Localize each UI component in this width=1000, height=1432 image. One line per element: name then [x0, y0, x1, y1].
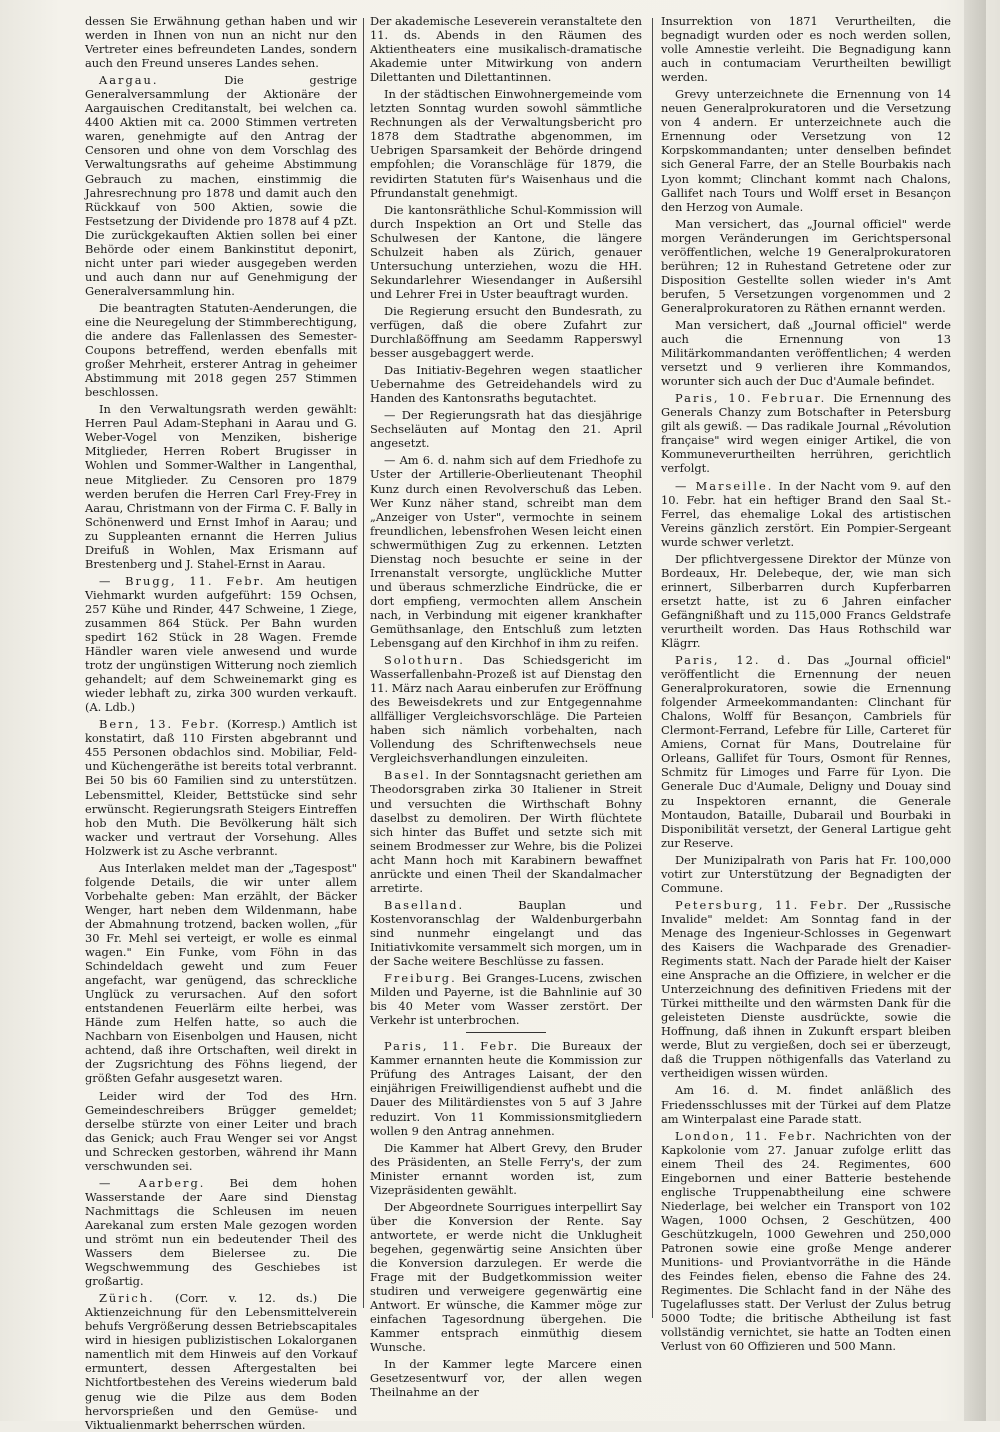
dateline: — Brugg, 11. Febr. — [99, 573, 266, 588]
paragraph-text: Man versichert, daß „Journal officiel" werde auch die Ernennung von 13 Militärkommandanten veröffentlichen; 4 werden versetzt und 9 verlieren ihre Kommandos, worunter sich auch der Duc d'Aumale befindet. — [661, 317, 951, 389]
article-paragraph — [661, 853, 951, 895]
dateline: Bern, 13. Febr. — [99, 717, 221, 732]
paragraph-text: Die Kammer hat Albert Grevy, den Bruder des Präsidenten, an Stelle Ferry's, der zum Minister ernannt worden ist, zum Vizepräsidenten gewählt. — [370, 1140, 642, 1197]
article-paragraph — [370, 363, 642, 405]
paragraph-text: Die gestrige Generalversammlung der Aktionäre der Aargauischen Creditanstalt, bei welchen ca. 4400 Aktien mit ca. 2000 Stimmen vertreten waren, genehmigte auf den Antrag der Censoren und ohne von dem Vorschlag des Verwaltungsraths auf geheime Abstimmung Gebrauch zu machen, einstimmig die Jahresrechnung pro 1878 und damit auch den Rückkauf von 500 Aktien, sowie die Festsetzung der Dividende pro 1878 auf 4 pZt. Die zurückgekauften Aktien sollen bei einer Behörde oder einem Bankinstitut deponirt, nicht unter pari wieder ausgegeben werden und auch dann nur auf Genehmigung der Generalversammlung hin. — [85, 73, 358, 298]
column-rule — [363, 18, 364, 1308]
paragraph-text: Der pflichtvergessene Direktor der Münze von Bordeaux, Hr. Delebeque, der, wie man sich erinnert, Silberbarren durch Kupferbarren ersetzt hatte, ist zu 6 Jahren einfacher Gefängnißhaft und zu 115,000 Francs Geldstrafe verurtheilt worden. Das Haus Rothschild war Klägrr. — [661, 551, 951, 651]
paragraph-text: Aus Interlaken meldet man der „Tagespost" folgende Details, die wir unter allem Vorbehalte geben: Man erzählt, der Bäcker Wenger, hart neben dem Wildenmann, habe der Abmahnung trotzend, backen wollen, „für 30 Fr. Mehl sei verteigt, er wolle es einmal wagen." Ein Funke, vom Föhn in das Schindeldach geweht und zum Feuer angefacht, war genügend, das schreckliche Unglück zu verursachen. Auf den sofort entstandenen Feuerlärm eilte herbei, was Hände zum Helfen hatte, so auch die Nachbarn von Eisenbolgen und Hausen, nicht achtend, daß ihre Ortschaften, weil direkt in der Zugsrichtung des Föhns liegend, der größten Gefahr ausgesetzt waren. — [85, 860, 357, 1086]
article-paragraph — [661, 1083, 951, 1125]
paragraph-text: Bei dem hohen Wasserstande der Aare sind Dienstag Nachmittags die Schleusen im neuen Aarekanal zum ersten Male gezogen worden und strömt nun ein bedeutender Theil des Wassers dem Bielersee zu. Die Wegschwemmung des Geschiebes ist großartig. — [85, 1175, 357, 1289]
article-paragraph — [370, 408, 642, 450]
article-paragraph — [85, 402, 357, 571]
article-paragraph — [661, 552, 951, 650]
article-paragraph — [661, 217, 951, 315]
article-paragraph — [661, 14, 951, 84]
paragraph-text: Das „Journal officiel" veröffentlicht die Ernennung der neuen Generalprokuratoren, sowie die Ernennung folgender Armeekommandanten: Clinchant für Chalons, Wolff für Besançon, Cambriels für Clermont-Ferrand, Lefebre für Lille, Carteret für Amiens, Cornat für Mans, Doutrelaine für Orleans, Gallifet für Tours, Osmont für Rennes, Schmitz für Limoges und Farre für Lyon. Die Generale Duc d'Aumale, Deligny und Douay sind zu Inspektoren ernannt, die Generale Montaudon, Bataille, Dubarail und Bourbaki in Disponibilität versetzt, der General Lartigue geht zur Reserve. — [661, 653, 951, 850]
article-paragraph — [370, 1141, 642, 1197]
paragraph-text: Die Ernennung des Generals Chanzy zum Botschafter in Petersburg gilt als gewiß. — Das radikale Journal „Révolution française" wird wegen einiger Artikel, die von Kommuneverurtheilten herrühren, gerichtlich verfolgt. — [661, 391, 951, 476]
paragraph-text: Die beantragten Statuten-Aenderungen, die eine die Neuregelung der Stimmberechtigung, die andere das Fallenlassen des Semester-Coupons betreffend, werden ebenfalls mit großer Mehrheit, ersterer Antrag in geheimer Abstimmung mit 2018 gegen 257 Stimmen beschlossen. — [85, 300, 357, 400]
paragraph-text: In der städtischen Einwohnergemeinde vom letzten Sonntag wurden sowohl sämmtliche Rechnungen als der Verwaltungsbericht pro 1878 dem Stadtrathe abgenommen, im Uebrigen Sparsamkeit der Behörde dringend empfohlen; die Voranschläge für 1879, die revidirten Statuten für's Waisenhaus und die Pfrundanstalt genehmigt. — [370, 87, 642, 200]
paragraph-text: In der Nacht vom 9. auf den 10. Febr. hat ein heftiger Brand den Saal St.-Ferrel, das ehemalige Lokal des artistischen Vereins gänzlich zerstört. Ein Pompier-Sergeant wurde schwer verletzt. — [661, 478, 951, 549]
article-paragraph — [85, 1089, 357, 1173]
paragraph-text: Nachrichten von der Kapkolonie vom 27. Januar zufolge erlitt das einem Theil des 24. Regimentes, 600 Eingebornen und einer Batterie bestehende englische Truppenabtheilung eine schwere Niederlage, bei welcher ein Transport von 102 Wagen, 1000 Ochsen, 2 Geschützen, 400 Geschützkugeln, 1000 Gewehren und 250,000 Patronen sowie eine große Menge anderer Munitions- und Proviantvorräthe in die Hände des Feindes fielen, ebenso die Fahne des 24. Regimentes. Die Schlacht fand in der Nähe des Tugelaflusses statt. Der Verlust der Zulus betrug 5000 Todte; die britische Abtheilung ist fast vollständig vernichtet, sie hatte an Todten einen Verlust von 60 Offizieren und 500 Mann. — [661, 1128, 951, 1354]
paragraph-text: Das Initiativ-Begehren wegen staatlicher Uebernahme des Getreidehandels wird zu Handen des Kantonsraths begutachtet. — [370, 363, 642, 406]
article-paragraph — [661, 87, 951, 213]
article-paragraph — [370, 768, 642, 894]
paragraph-text: Der Abgeordnete Sourrigues interpellirt Say über die Konversion der Rente. Say antwortete, er werde nicht die Unklugheit begehen, gegenwärtig seine Ansichten über die Konversion darzulegen. Er werde die Frage mit der Budgetkommission weiter studiren und verweigere gegenwärtig eine Antwort. Er wünsche, die Kammer möge zur einfachen Tagesordnung übergehen. Die Kammer entsprach einmüthig diesem Wunsche. — [370, 1199, 642, 1355]
column-right — [661, 14, 951, 1354]
article-paragraph — [370, 14, 642, 84]
paragraph-text: (Korresp.) Amtlich ist konstatirt, daß 110 Firsten abgebrannt und 455 Personen obdachlos sind. Mobiliar, Feld- und Küchengeräthe ist bereits total verbrannt. Bei 50 bis 60 Familien sind zu unterstützen. Lebensmittel, Kleider, Bettstücke sind sehr erwünscht. Regierungsrath Steigers Eintreffen hob den Muth. Die Bevölkerung hält sich wacker und vertraut der Vorsehung. Alles Holzwerk ist zu Asche verbrannt. — [85, 717, 357, 858]
article-paragraph — [85, 14, 357, 70]
article-paragraph — [370, 653, 642, 765]
article-paragraph — [85, 1291, 357, 1431]
dateline: Paris, 10. Februar. — [675, 391, 827, 406]
paragraph-text: Man versichert, das „Journal officiel" werde morgen Veränderungen im Gerichtspersonal veröffentlichen, welche 19 Generalprokuratoren berühren; 12 in Ruhestand Getretene oder zur Disposition Gestellte sollen wieder in's Amt berufen, 5 Versetzungen vorgenommen und 2 Generalprokuratoren zu Räthen ernannt werden. — [661, 216, 951, 315]
dateline: Zürich. — [99, 1291, 155, 1306]
article-paragraph — [85, 861, 357, 1086]
paragraph-text: Der akademische Leseverein veranstaltete den 11. ds. Abends in den Räumen des Aktientheaters eine musikalisch-dramatische Akademie unter Mitwirkung von andern Dilettanten und Dilettantinnen. — [370, 14, 642, 85]
article-paragraph — [661, 898, 951, 1081]
dateline: Freiburg. — [384, 971, 457, 986]
paragraph-text: Grevy unterzeichnete die Ernennung von 14 neuen Generalprokuratoren und die Versetzung von 4 andern. Er unterzeichnete auch die Ernennung oder Versetzung von 12 Korpskommandanten; unter denselben befindet sich General Farre, der an Stelle Bourbakis nach Lyon kommt; Clinchant kommt nach Chalons, Gallifet nach Tours und Wolff erset in Besançon den Herzog von Aumale. — [661, 87, 951, 214]
article-paragraph — [661, 391, 951, 475]
dateline: Paris, 12. d. — [675, 653, 793, 668]
article-paragraph — [370, 87, 642, 199]
paragraph-text: Am 16. d. M. findet anläßlich des Friedensschlusses mit der Türkei auf dem Platze am Winterpalast eine Parade statt. — [661, 1083, 951, 1126]
column-rule — [652, 18, 653, 1318]
column-middle — [370, 14, 643, 1400]
paragraph-text: In den Verwaltungsrath werden gewählt: Herren Paul Adam-Stephani in Aarau und G. Weber-Vogel von Menziken, bisherige Mitglieder, Herren Robert Brugisser in Wohlen und Sommer-Walther in Langenthal, neue Mitglieder. Zu Censoren pro 1879 werden berufen die Herren Carl Frey-Frey in Aarau, Christmann von der Firma C. F. Bally in Schönenwerd und Ernst Imhof in Aarau; und zu Suppleanten ernannt die Herren Julius Dreifuß in Wohlen, Max Erismann auf Brestenberg und J. Stahel-Ernst in Aarau. — [85, 402, 357, 571]
paragraph-text: In der Kammer legte Marcere einen Gesetzesentwurf vor, der allen wegen Theilnahme an der — [370, 1357, 642, 1400]
paragraph-text: Bauplan und Kostenvoranschlag der Waldenburgerbahn sind nunmehr eingelangt und das Initiativkomite versammelt sich morgen, um in der Sache weitere Beschlüsse zu fassen. — [370, 897, 642, 969]
page-edge — [964, 0, 986, 1421]
article-paragraph — [370, 898, 642, 968]
paragraph-text: — Der Regierungsrath hat das diesjährige Sechseläuten auf Montag den 21. April angesetzt. — [370, 408, 642, 451]
dateline: Basel. — [384, 768, 432, 783]
article-paragraph — [661, 653, 951, 850]
article-paragraph — [85, 574, 357, 714]
article-paragraph — [370, 1357, 642, 1399]
paragraph-text: Bei Granges-Lucens, zwischen Milden und Payerne, ist die Bahnlinie auf 30 bis 40 Meter vom Wasser zerstört. Der Verkehr ist unterbrochen. — [370, 971, 643, 1028]
paragraph-text: Leider wird der Tod des Hrn. Gemeindeschreibers Brügger gemeldet; derselbe stürzte von einer Leiter und brach das Genick; auch Frau Wenger sei vor Angst und Schrecken gestorben, während ihr Mann verschwunden sei. — [85, 1088, 357, 1173]
article-paragraph — [370, 304, 642, 360]
paragraph-text: Die Regierung ersucht den Bundesrath, zu verfügen, daß die obere Zufahrt zur Durchlaßöffnung am Seedamm Rapperswyl besser ausgebaggert werde. — [370, 303, 642, 361]
paragraph-text: — Am 6. d. nahm sich auf dem Friedhofe zu Uster der Artillerie-Oberlieutenant Theophil Kunz durch einen Revolverschuß das Leben. Wer Kunz näher stand, schreibt man dem „Anzeiger von Uster", vermochte in seinem freundlichen, lebensfrohen Wesen leicht einen schwermüthigen Zug zu erkennen. Letzten Dienstag noch besuchte er seine in der Irrenanstalt versorgte, unglückliche Mutter und überaus schmerzliche Eindrücke, die er dort empfieng, vermochten allem Anschein nach, in Verbindung mit eigener krankhafter Gemüthsanlage, den Entschluß zum letzten Lebensgang auf den Kirchhof in ihm zu reifen. — [370, 453, 642, 651]
paragraph-text: Am heutigen Viehmarkt wurden aufgeführt: 159 Ochsen, 257 Kühe und Rinder, 447 Schweine, 1 Ziege, zusammen 864 Stück. Per Bahn wurden spedirt 162 Stück in 28 Wagen. Fremde Händler waren viele anwesend und wurde trotz der ungünstigen Witterung noch ziemlich gehandelt; auf dem Schweinemarkt ging es wieder lebhaft zu, zirka 300 wurden verkauft. (A. Ldb.) — [85, 573, 357, 715]
article-paragraph — [85, 301, 357, 399]
paragraph-text: dessen Sie Erwähnung gethan haben und wir werden in Ihnen von nun an nicht nur den Vertreter eines befreundeten Landes, sondern auch den Freund unseres Landes sehen. — [85, 14, 357, 71]
paragraph-text: Die kantonsräthliche Schul-Kommission will durch Inspektion an Ort und Stelle das Schulwesen der Kantone, die längere Schulzeit haben als Zürich, genauer Untersuchung unterziehen, wozu die HH. Sekundarlehrer Wiesendanger in Außersihl und Lehrer Frei in Uster beauftragt wurden. — [370, 202, 642, 301]
dateline: — Marseille. — [675, 478, 774, 493]
paragraph-text: Der Munizipalrath von Paris hat Fr. 100,000 votirt zur Unterstützung der Begnadigten der Commune. — [661, 852, 951, 895]
article-paragraph — [661, 318, 951, 388]
section-separator — [466, 1032, 546, 1033]
article-paragraph — [85, 717, 357, 857]
paragraph-text: (Corr. v. 12. ds.) Die Aktienzeichnung für den Lebensmittelverein behufs Vergrößerung dessen Betriebscapitales wird in hiesigen publizistischen Lokalorganen namentlich mit dem Hinweis auf den Vorkauf ermuntert, dessen Aftergestalten bei Nichtfortbestehen des Vereins wiederum bald genug wie die Pilze aus dem Boden hervorsprießen und den Gemüse- und Viktualienmarkt beherrschen würden. — [85, 1291, 358, 1432]
dateline: Petersburg, 11. Febr. — [675, 897, 849, 912]
dateline: Baselland. — [384, 897, 465, 912]
article-paragraph — [370, 971, 642, 1027]
article-paragraph — [370, 453, 642, 650]
article-paragraph — [370, 1039, 642, 1137]
article-paragraph — [370, 203, 642, 301]
paragraph-text: Der „Russische Invalide" meldet: Am Sonntag fand in der Menage des Ingenieur-Schlosses in Gegenwart des Kaisers die Wachparade des Grenadier-Regiments statt. Nach der Parade hielt der Kaiser eine Ansprache an die Offiziere, in welcher er die Unterzeichnung des definitiven Friedens mit der Türkei mittheilte und den wärmsten Dank für die geleisteten Dienste ausdrückte, sowie die Hoffnung, daß ihnen in Zukunft erspart bleiben werde, Blut zu vergießen, doch sei er überzeugt, daß die Truppen nöthigenfalls das Vaterland zu vertheidigen wissen würden. — [661, 897, 951, 1081]
article-paragraph — [661, 479, 951, 549]
paragraph-text: Das Schiedsgericht im Wasserfallenbahn-Prozeß ist auf Dienstag den 11. März nach Aarau einberufen zur Eröffnung des Beweisdekrets und zur Entgegennahme allfälliger Vergleichsvorschläge. Die Parteien haben sich nämlich vorbehalten, nach Vollendung des Schriftenwechsels neue Vergleichsverhandlungen einzuleiten. — [370, 653, 642, 766]
column-left — [85, 14, 358, 1432]
paragraph-text: Die Bureaux der Kammer ernannten heute die Kommission zur Prüfung des Antrages Laisant, der den einjährigen Freiwilligendienst aufhebt und die Dauer des Militärdienstes von 5 auf 3 Jahre reduzirt. Von 11 Kommissionsmitgliedern wollen 9 den Antrag annehmen. — [370, 1039, 642, 1138]
article-paragraph — [85, 73, 357, 298]
dateline: Solothurn. — [384, 653, 465, 668]
dateline: Aargau. — [99, 73, 159, 88]
dateline: London, 11. Febr. — [675, 1128, 818, 1143]
article-paragraph — [370, 1200, 642, 1355]
paragraph-text: In der Sonntagsnacht geriethen am Theodorsgraben zirka 30 Italiener in Streit und versuchten die Wirthschaft Bohny daselbst zu demoliren. Der Wirth flüchtete sich hinter das Buffet und setzte sich mit seinem Brodmesser zur Wehre, bis die Polizei acht Mann hoch mit Karabinern bewaffnet anrückte und einen Theil der Skandalmacher arretirte. — [370, 768, 643, 895]
article-paragraph — [661, 1129, 951, 1354]
dateline: Paris, 11. Febr. — [384, 1039, 520, 1054]
article-paragraph — [85, 1176, 357, 1288]
dateline: — Aarberg. — [99, 1175, 206, 1190]
paragraph-text: Insurrektion von 1871 Verurtheilten, die begnadigt wurden oder es noch werden sollen, volle Amnestie verleiht. Die Begnadigung kann auch in contumaciam Verurtheilten bewilligt werden. — [661, 14, 951, 85]
